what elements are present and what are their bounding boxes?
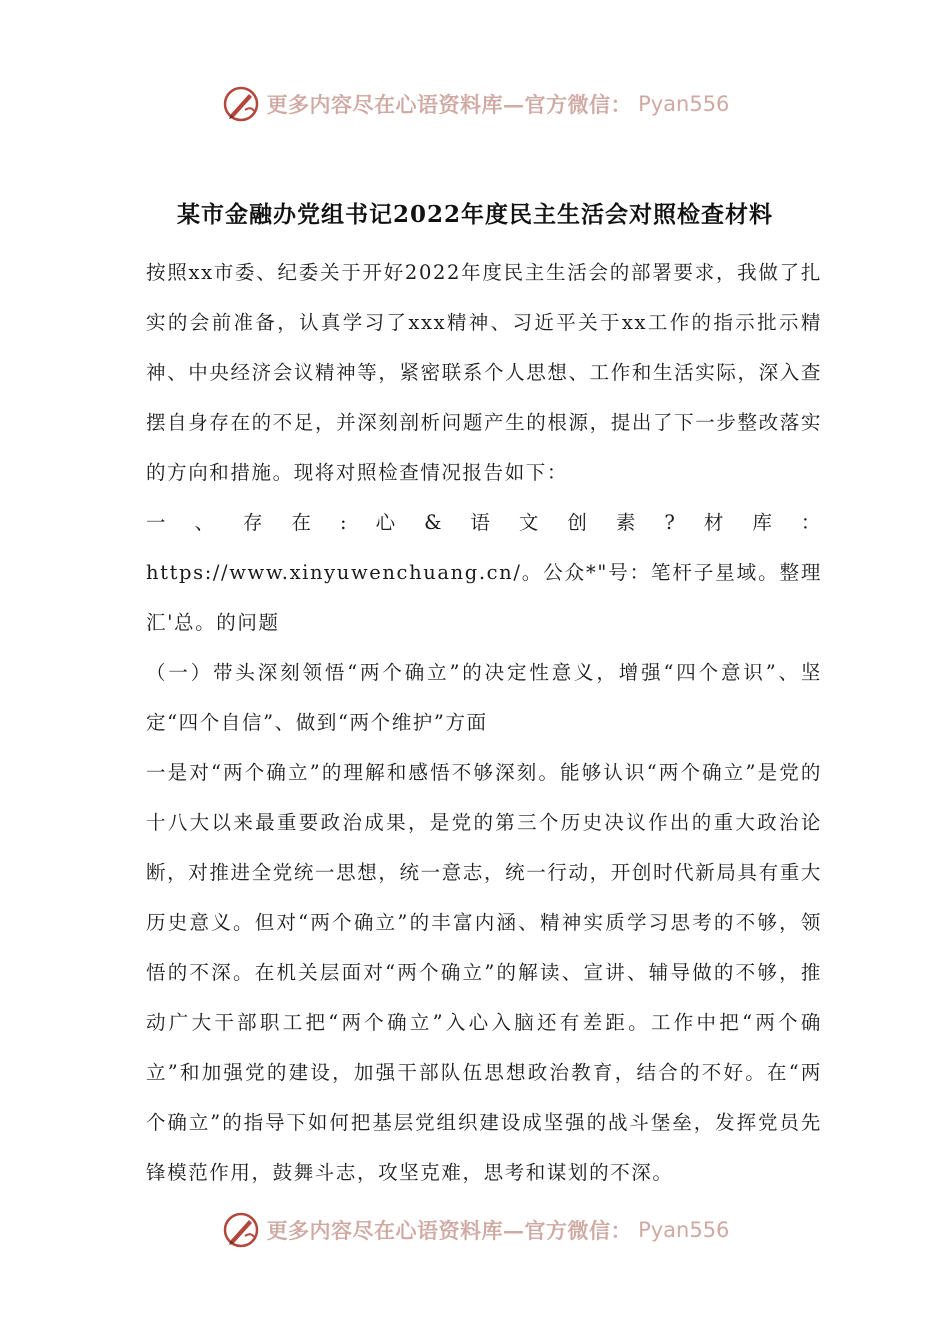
watermark-wechat-id: Pyan556 xyxy=(638,1218,730,1242)
pen-logo-icon xyxy=(221,84,261,124)
document-title: 某市金融办党组书记2022年度民主生活会对照检查材料 xyxy=(176,201,773,228)
watermark-wechat-id: Pyan556 xyxy=(638,92,730,116)
header-watermark xyxy=(0,82,950,126)
paragraph-subsection-heading: （一）带头深刻领悟“两个确立”的决定性意义，增强“四个意识”、坚定“四个自信”、做到“两个维护”方面 xyxy=(146,661,822,734)
paragraph-section-heading: 一、存在:心&语文创素?材库：https://www.xinyuwenchuang.cn/。公众*"号：笔杆子星域。整理汇'总。的问题 xyxy=(146,511,822,634)
pen-logo-icon xyxy=(221,1210,261,1250)
watermark-text: 更多内容尽在心语资料库—官方微信： xyxy=(266,92,633,117)
paragraph-point-one: 一是对“两个确立”的理解和感悟不够深刻。能够认识“两个确立”是党的十八大以来最重要政治成果，是党的第三个历史决议作出的重大政治论断，对推进全党统一思想，统一意志，统一行动，开创时代新局具有重大历史意义。但对“两个确立”的丰富内涵、精神实质学习思考的不够，领悟的不深。在机关层面对“两个确立”的解读、宣讲、辅导做的不够，推动广大干部职工把“两个确立”入心入脑还有差距。工作中把“两个确立”和加强党的建设，加强干部队伍思想政治教育，结合的不好。在“两个确立”的指导下如何把基层党组织建设成坚强的战斗堡垒，发挥党员先锋模范作用，鼓舞斗志，攻坚克难，思考和谋划的不深。 xyxy=(146,761,822,1184)
footer-watermark xyxy=(0,1208,950,1252)
document-body xyxy=(146,248,822,1198)
paragraph-intro: 按照xx市委、纪委关于开好2022年度民主生活会的部署要求，我做了扎实的会前准备，认真学习了xxx精神、习近平关于xx工作的指示批示精神、中央经济会议精神等，紧密联系个人思想、工作和生活实际，深入查摆自身存在的不足，并深刻剖析问题产生的根源，提出了下一步整改落实的方向和措施。现将对照检查情况报告如下： xyxy=(146,261,822,484)
watermark-text: 更多内容尽在心语资料库—官方微信： xyxy=(266,1218,633,1243)
